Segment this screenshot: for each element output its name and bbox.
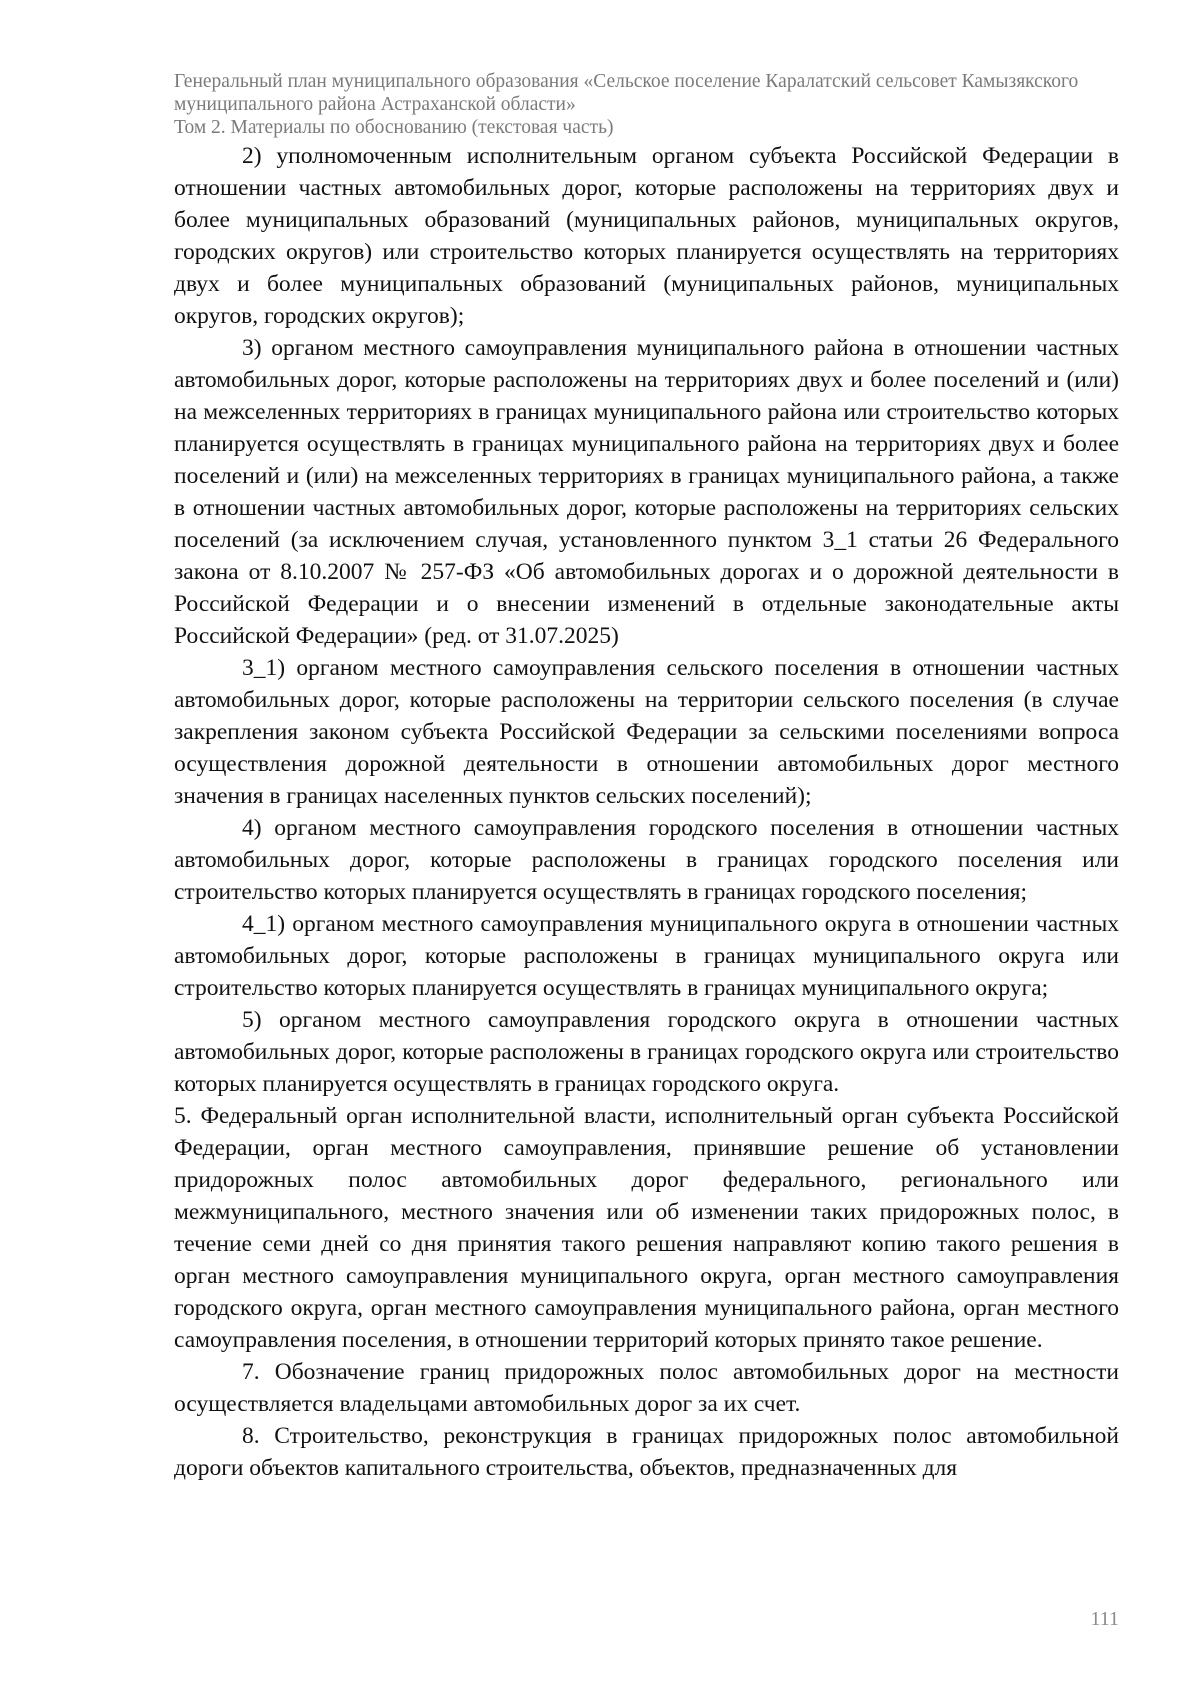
paragraph-clause-5: 5. Федеральный орган исполнительной власти, исполнительный орган субъекта Российской Федерации, орган местного самоуправления, принявшие решение об установлении придорожных полос автомобильных дорог федерального, регионального или межмуниципального, местного значения или об изменении таких придорожных полос, в течение семи дней со дня принятия такого решения направляют копию такого решения в орган местного самоуправления муниципального округа, орган местного самоуправления городского округа, орган местного самоуправления муниципального района, орган местного самоуправления поселения, в отношении территорий которых принято такое решение. [174, 1103, 1119, 1353]
header-line-3: Том 2. Материалы по обоснованию (текстовая часть) [174, 117, 614, 138]
running-header [174, 70, 1134, 139]
paragraph-item-3: 3) органом местного самоуправления муниципального района в отношении частных автомобильных дорог, которые расположены на территориях двух и более поселений и (или) на межселенных территориях в границах муниципального района или строительство которых планируется осуществлять в границах муниципального района на территориях двух и более поселений и (или) на межселенных территориях в границах муниципального района, а также в отношении частных автомобильных дорог, которые расположены на территориях сельских поселений (за исключением случая, установленного пунктом 3_1 статьи 26 Федерального закона от 8.10.2007 № 257-ФЗ «Об автомобильных дорогах и о дорожной деятельности в Российской Федерации и о внесении изменений в отдельные законодательные акты Российской Федерации» (ред. от 31.07.2025) [174, 335, 1119, 649]
paragraph-item-4-1: 4_1) органом местного самоуправления муниципального округа в отношении частных автомобильных дорог, которые расположены в границах муниципального округа или строительство которых планируется осуществлять в границах муниципального округа; [174, 911, 1119, 1001]
paragraph-item-5: 5) органом местного самоуправления городского округа в отношении частных автомобильных дорог, которые расположены в границах городского округа или строительство которых планируется осуществлять в границах городского округа. [174, 1007, 1119, 1097]
body-text [174, 140, 1119, 1484]
paragraph-item-3-1: 3_1) органом местного самоуправления сельского поселения в отношении частных автомобильных дорог, которые расположены на территории сельского поселения (в случае закрепления законом субъекта Российской Федерации за сельскими поселениями вопроса осуществления дорожной деятельности в отношении автомобильных дорог местного значения в границах населенных пунктов сельских поселений); [174, 655, 1119, 809]
paragraph-clause-7: 7. Обозначение границ придорожных полос автомобильных дорог на местности осуществляется владельцами автомобильных дорог за их счет. [174, 1359, 1119, 1417]
paragraph-item-2: 2) уполномоченным исполнительным органом субъекта Российской Федерации в отношении частных автомобильных дорог, которые расположены на территориях двух и более муниципальных образований (муниципальных районов, муниципальных округов, городских округов) или строительство которых планируется осуществлять на территориях двух и более муниципальных образований (муниципальных районов, муниципальных округов, городских округов); [174, 143, 1119, 329]
header-line-2: муниципального района Астраханской области» [174, 94, 576, 115]
page-number: 111 [1090, 1608, 1119, 1630]
paragraph-item-4: 4) органом местного самоуправления городского поселения в отношении частных автомобильных дорог, которые расположены в границах городского поселения или строительство которых планируется осуществлять в границах городского поселения; [174, 815, 1119, 905]
paragraph-clause-8: 8. Строительство, реконструкция в границах придорожных полос автомобильной дороги объектов капитального строительства, объектов, предназначенных для [174, 1423, 1119, 1481]
header-line-1: Генеральный план муниципального образования «Сельское поселение Каралатский сельсовет Камызякского [174, 71, 1079, 92]
